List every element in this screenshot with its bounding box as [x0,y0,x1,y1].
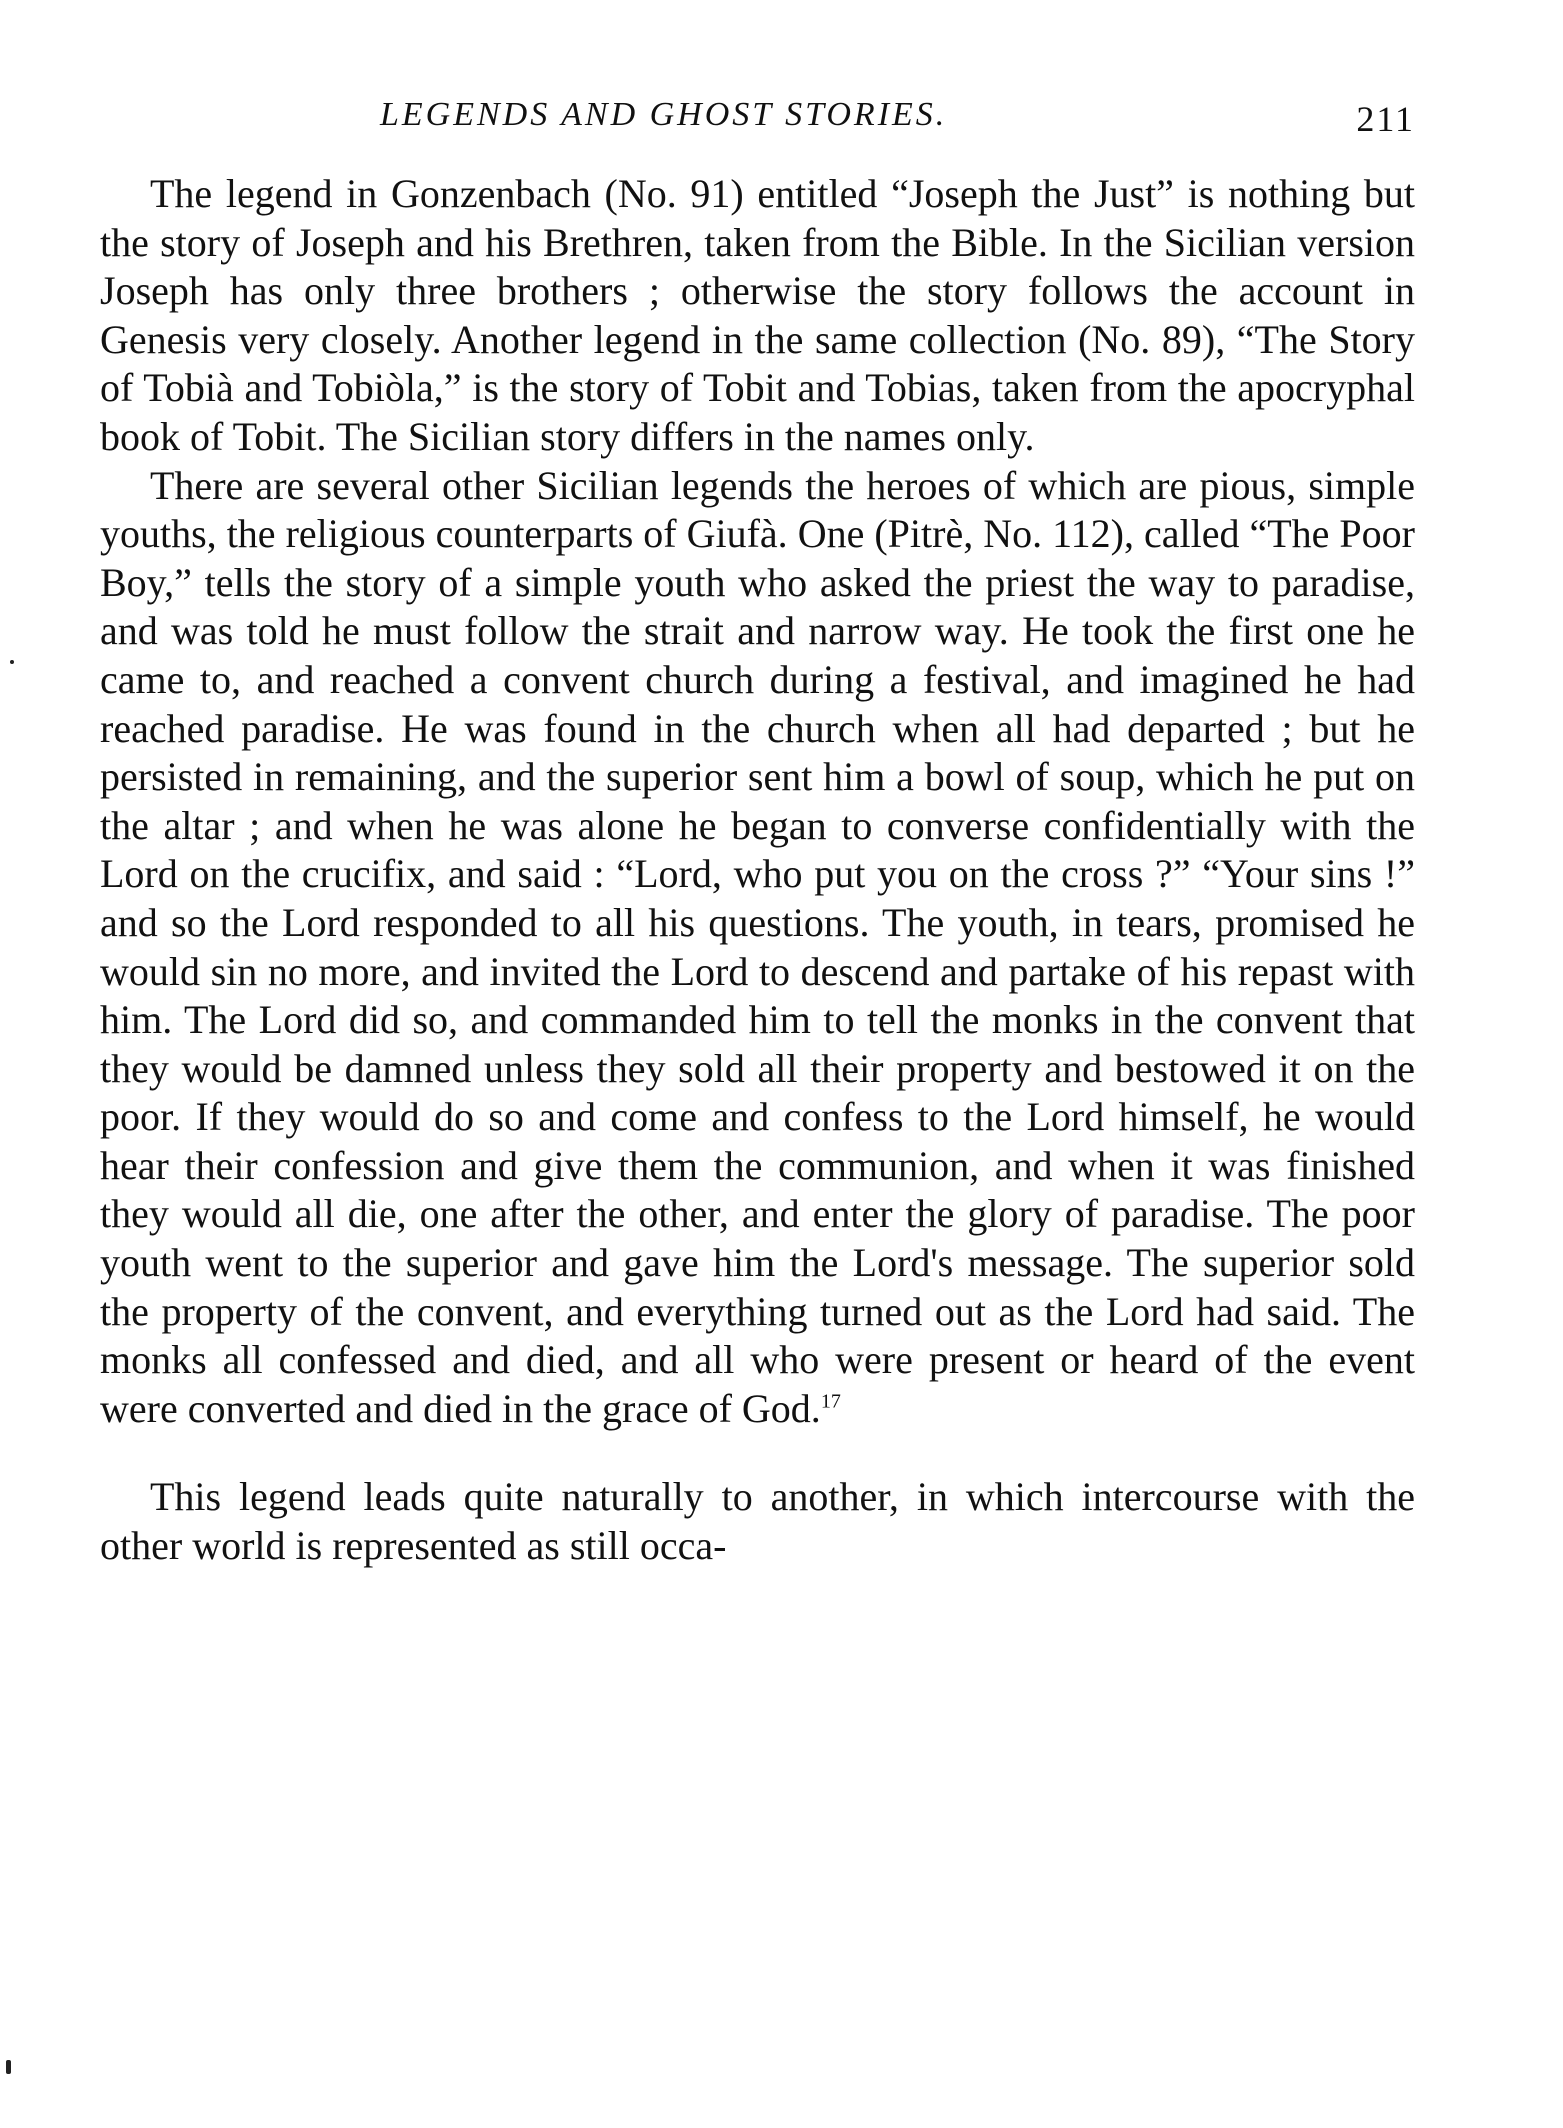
running-head [100,96,1415,146]
paragraph-3 [100,1473,1415,1570]
paragraph-1-text: The legend in Gonzenbach (No. 91) entitled “Joseph the Just” is nothing but the story of Joseph and his Brethren, taken from the Bible. In the Sicilian version Joseph has only three brothers ; otherwise the story follows the account in Genesis very closely. Another legend in the same collection (No. 89), “The Story of Tobià and Tobiòla,” is the story of Tobit and Tobias, taken from the apocryphal book of Tobit. The Sicilian story differs in the names only. [100,171,1415,459]
footnote-reference: 17 [820,1390,841,1413]
paragraph-1 [100,170,1415,462]
paragraph-2-text: There are several other Sicilian legends the heroes of which are pious, simple youths, the religious counterparts of Giufà. One (Pitrè, No. 112), called “The Poor Boy,” tells the story of a simple youth who asked the priest the way to paradise, and was told he must follow the strait and narrow way. He took the first one he came to, and reached a convent church during a festival, and imagined he had reached paradise. He was found in the church when all had departed ; but he persisted in remaining, and the superior sent him a bowl of soup, which he put on the altar ; and when he was alone he began to converse confidentially with the Lord on the crucifix, and said : “Lord, who put you on the cross ?” “Your sins !” and so the Lord responded to all his questions. The youth, in tears, promised he would sin no more, and invited the Lord to descend and partake of his repast with him. The Lord did so, and commanded him to tell the monks in the convent that they would be damned unless they sold all their property and bestowed it on the poor. If they would do so and come and confess to the Lord himself, he would hear their confession and give them the communion, and when it was finished they would all die, one after the other, and enter the glory of paradise. The poor youth went to the superior and gave him the Lord's message. The superior sold the property of the convent, and everything turned out as the Lord had said. The monks all confessed and died, and all who were present or heard of the event were converted and died in the grace of God. [100,462,1415,1431]
paragraph-2 [100,462,1415,1434]
running-title: LEGENDS AND GHOST STORIES. [380,96,948,133]
scan-speck [6,2060,11,2074]
page-number: 211 [1356,99,1415,139]
scan-speck [10,660,14,664]
body-text [100,170,1415,1571]
paragraph-3-text: This legend leads quite naturally to another, in which intercourse with the other world is represented as still occa- [100,1474,1415,1569]
